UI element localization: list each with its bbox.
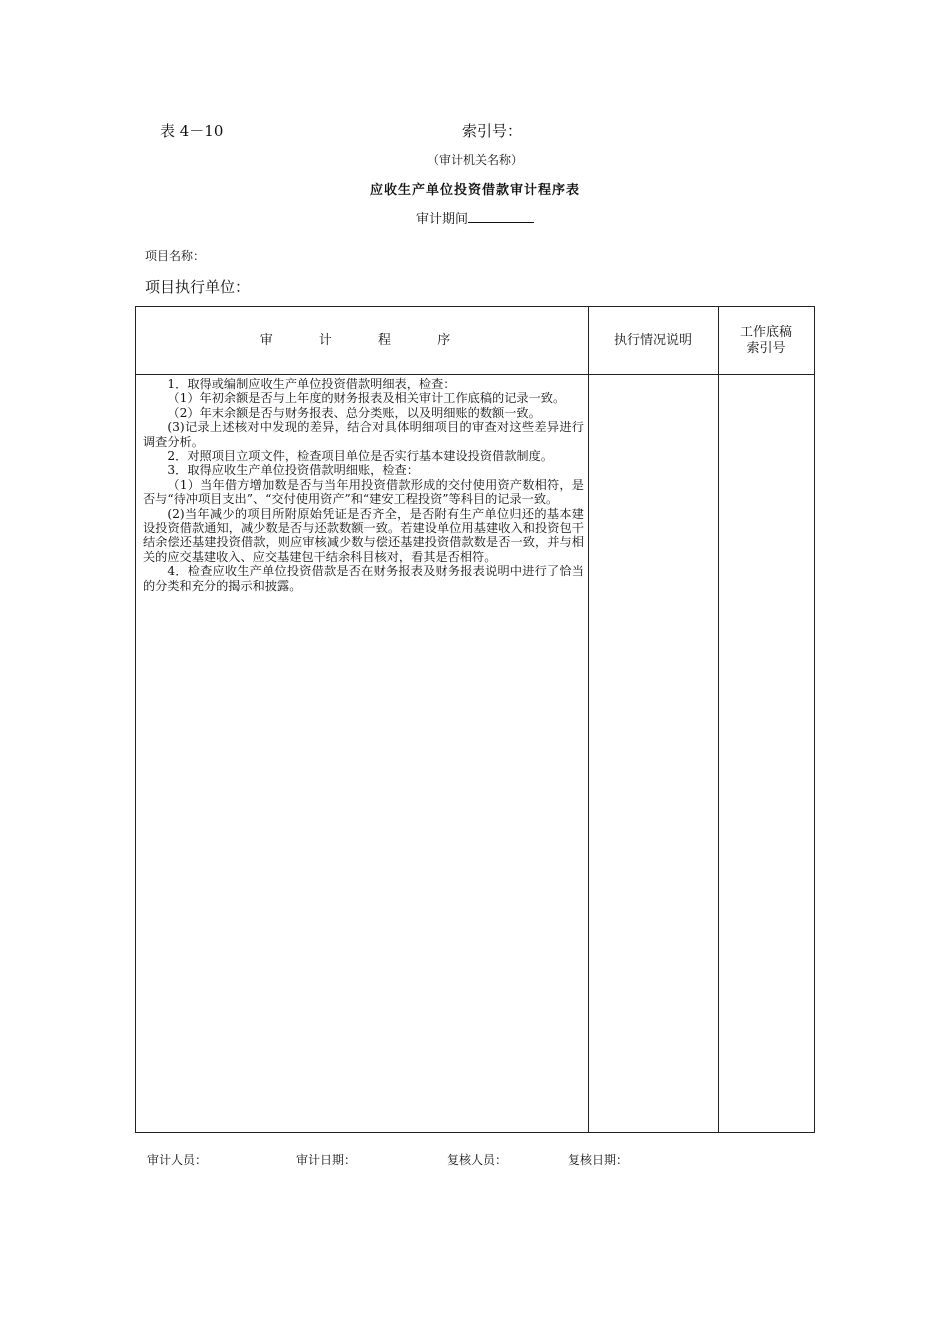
- auditor-label: 审计人员：: [147, 1153, 208, 1167]
- procedure-item: 3．取得应收生产单位投资借款明细账，检查：: [167, 463, 419, 478]
- reviewer-label: 复核人员：: [447, 1153, 508, 1167]
- column-divider: [588, 307, 589, 1132]
- audit-procedure-table: [135, 306, 815, 1133]
- procedure-item: 4．检查应收生产单位投资借款是否在财务报表及财务报表说明中进行了恰当的分类和充分的揭示和披露。: [143, 564, 584, 593]
- procedure-item: (2)当年减少的项目所附原始凭证是否齐全，是否附有生产单位归还的基本建设投资借款通知，减少数是否与还款数额一致。若建设单位用基建收入和投资包干结余偿还基建投资借款，则应审核减少数与偿还基建投资借款数是否一致，并与相关的应交基建收入、应交基建包干结余科目核对，看其是否相符。: [143, 506, 584, 564]
- column-header-reference-line1: 工作底稿: [739, 324, 792, 340]
- table-number: 表 4－10: [160, 122, 224, 140]
- column-header-execution: 执行情况说明: [613, 332, 692, 348]
- audit-date-label: 审计日期：: [296, 1153, 357, 1167]
- procedure-item: 1．取得或编制应收生产单位投资借款明细表，检查：: [167, 377, 456, 391]
- column-header-reference: [718, 307, 814, 374]
- project-unit-label: 项目执行单位：: [145, 278, 251, 296]
- header-divider: [136, 374, 814, 375]
- procedure-item: (3)记录上述核对中发现的差异，结合对具体明细项目的审查对这些差异进行调查分析。: [143, 420, 584, 449]
- procedure-item: （1）年初余额是否与上年度的财务报表及相关审计工作底稿的记录一致。: [167, 391, 566, 406]
- procedure-item: （2）年末余额是否与财务报表、总分类账，以及明细账的数额一致。: [167, 405, 541, 420]
- procedure-list: [143, 377, 584, 593]
- procedure-item: 2．对照项目立项文件，检查项目单位是否实行基本建设投资借款制度。: [167, 449, 553, 464]
- column-header-procedure: 审 计 程 序: [259, 332, 465, 348]
- column-header-reference-line2: 索引号: [746, 340, 786, 356]
- index-number-label: 索引号：: [462, 122, 523, 140]
- review-date-label: 复核日期：: [568, 1153, 629, 1167]
- audit-period-label: 审计期间: [415, 212, 468, 227]
- audit-period-blank: [468, 211, 534, 223]
- audit-period: [0, 208, 950, 227]
- procedure-item: （1）当年借方增加数是否与当年用投资借款形成的交付使用资产数相符，是否与“待冲项目支出”、“交付使用资产”和“建安工程投资”等科目的记录一致。: [143, 477, 584, 507]
- page-title: 应收生产单位投资借款审计程序表: [369, 183, 580, 198]
- column-divider: [718, 307, 719, 1132]
- project-name-label: 项目名称：: [145, 249, 206, 263]
- audit-organization: （审计机关名称）: [426, 153, 523, 167]
